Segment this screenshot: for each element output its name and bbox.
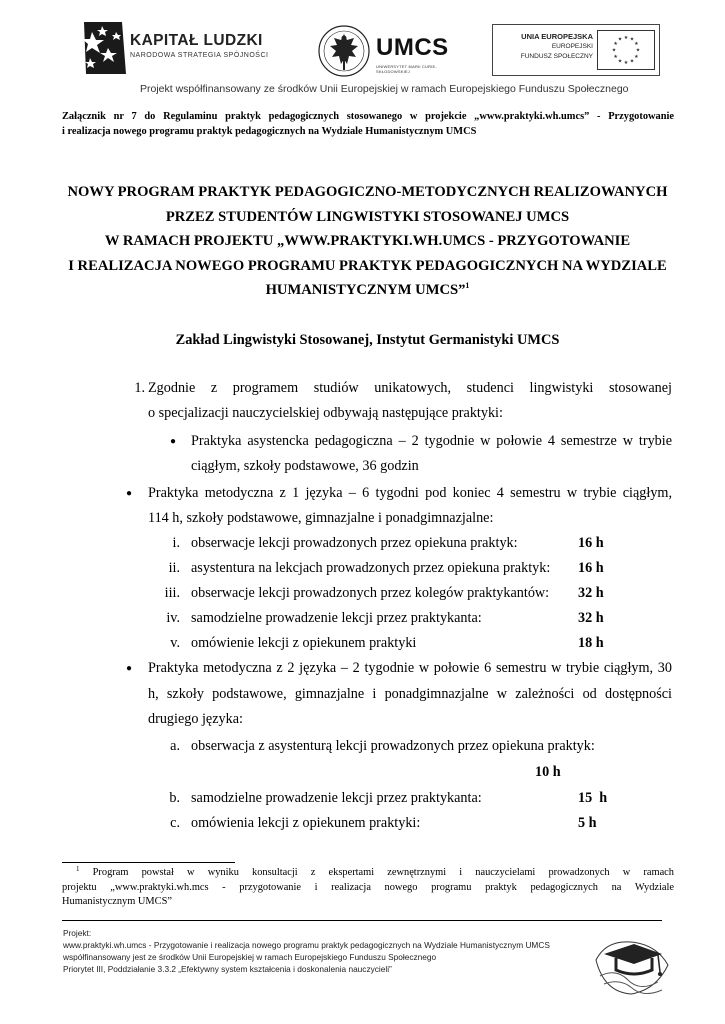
svg-text:★: ★ [629, 58, 635, 65]
footnote-line-2: projektu „www.praktyki.wh.mcs - przygotowanie i realizacja nowego programu praktyk pedagogicznych na Wydziale [62, 881, 674, 893]
practice-1-line-2: ciągłym, szkoły podstawowe, 36 godzin [191, 458, 419, 474]
title-line-2: PRZEZ STUDENTÓW LINGWISTYKI STOSOWANEJ UMCS [165, 208, 570, 225]
practice-2-item-text: asystentura na lekcjach prowadzonych przez opiekuna praktyk: [191, 560, 551, 576]
practice-3-line-3: drugiego języka: [148, 711, 243, 727]
practice-2-item-hours: 16 h [578, 535, 604, 551]
annex-note [62, 109, 674, 139]
bullet-icon: ● [126, 488, 133, 499]
svg-text:★: ★ [613, 41, 618, 47]
cofunding-note: Projekt współfinansowany ze środków Unii Europejskiej w ramach Europejskiego Funduszu Społecznego [140, 83, 629, 95]
practice-3-item-num: a. [170, 738, 180, 754]
practice-3-item-hours: 15 h [578, 790, 608, 806]
footnote-line-3: Humanistycznym UMCS” [62, 896, 172, 907]
practice-2-item-text: omówienie lekcji z opiekunem praktyki [191, 635, 417, 651]
practice-3-item-text: omówienia lekcji z opiekunem praktyki: [191, 815, 421, 831]
annex-line-1: Załącznik nr 7 do Regulaminu praktyk pedagogicznych stosowanego w projekcie „www.praktyki.wh.umcs” - Przygotowanie [62, 111, 674, 122]
practice-3-item-num: b. [169, 790, 180, 806]
umcs-eagle-emblem [316, 24, 372, 78]
svg-text:★: ★ [634, 41, 639, 47]
practice-3-line-2: h, szkoły podstawowe, gimnazjalne i ponadgimnazjalne w zależności od dostępności [148, 686, 672, 702]
eu-fund-label-2: FUNDUSZ SPOŁECZNY [520, 53, 593, 60]
section-1-line-2: o specjalizacji nauczycielskiej odbywają następujące praktyki: [148, 405, 503, 421]
umcs-logo [316, 24, 466, 78]
section-1-line-1: Zgodnie z programem studiów unikatowych, studenci lingwistyki stosowanej [148, 380, 672, 396]
title-line-3: W RAMACH PROJEKTU „WWW.PRAKTYKI.WH.UMCS - PRZYGOTOWANIE [104, 233, 631, 250]
page-header [0, 0, 725, 100]
practice-2-item-hours: 32 h [578, 610, 604, 626]
footer-line-4: Priorytet III, Poddziałanie 3.3.2 „Efektywny system kształcenia i doskonalenia nauczycieli” [63, 964, 392, 974]
practice-2-item-num: iii. [164, 585, 180, 601]
bullet-icon: ● [126, 663, 133, 674]
practice-2-item-hours: 32 h [578, 585, 604, 601]
title-line-1: NOWY PROGRAM PRAKTYK PEDAGOGICZNO-METODYCZNYCH REALIZOWANYCH [67, 184, 668, 200]
footnote-line-1: Program powstał w wyniku konsultacji z ekspertami zewnętrznymi i nauczycielami prowadzonych w ramach [92, 867, 674, 878]
bullet-icon: ● [170, 436, 177, 447]
svg-text:★: ★ [611, 47, 617, 54]
practice-3-item-hours: 10 h [535, 764, 561, 780]
practice-3-item-text: obserwacja z asystenturą lekcji prowadzonych przez opiekuna praktyk: [191, 738, 595, 754]
title-line-5-wrap [40, 278, 695, 303]
section-1-number: 1. [134, 380, 145, 396]
practice-2-item-num: i. [172, 535, 180, 551]
practice-2-item-text: samodzielne prowadzenie lekcji przez praktykanta: [191, 610, 482, 626]
graduation-cap-icon [586, 920, 676, 1005]
eu-union-label: UNIA EUROPEJSKA [521, 32, 593, 41]
practice-3-line-1: Praktyka metodyczna z 2 języka – 2 tygodnie w połowie 6 semestru w trybie ciągłym, 30 [148, 660, 672, 676]
footer-line-2: www.praktyki.wh.umcs - Przygotowanie i realizacja nowego programu praktyk pedagogicznych na Wydziale Humanistycznym UMCS [63, 940, 550, 950]
umcs-fullname: UNIWERSYTET MARII CURIE-SKŁODOWSKIEJ [376, 64, 437, 74]
kapital-ludzki-icon [82, 18, 128, 78]
svg-text:★: ★ [617, 36, 623, 43]
svg-text:★: ★ [617, 58, 623, 65]
footer-separator [62, 920, 662, 921]
department-heading: Zakład Lingwistyki Stosowanej, Instytut Germanistyki UMCS [175, 332, 560, 348]
eu-flag [597, 30, 655, 70]
footnote-separator [62, 862, 235, 863]
practice-2-item-num: iv. [166, 610, 180, 626]
svg-text:★: ★ [613, 54, 618, 60]
title-footnote-ref: 1 [465, 281, 470, 291]
title-line-5: HUMANISTYCZNYM UMCS” [265, 282, 466, 299]
practice-2-item-text: obserwacje lekcji prowadzonych przez opiekuna praktyk: [191, 535, 518, 551]
footer-line-1: Projekt: [63, 928, 92, 938]
eu-logo [492, 24, 660, 76]
svg-text:★: ★ [629, 36, 635, 43]
kapital-ludzki-logo [82, 18, 272, 78]
svg-text:★: ★ [635, 47, 641, 54]
page-footer [63, 927, 583, 975]
kapital-ludzki-name: KAPITAŁ LUDZKI [130, 32, 263, 49]
practice-2-line-2: 114 h, szkoły podstawowe, gimnazjalne i ponadgimnazjalne: [148, 510, 494, 526]
svg-text:★: ★ [623, 35, 629, 41]
practice-2-item-hours: 18 h [578, 635, 604, 651]
footnote-mark: 1 [76, 865, 80, 873]
practice-2-item-hours: 16 h [578, 560, 604, 576]
document-title [40, 180, 695, 303]
umcs-name: UMCS [376, 34, 449, 61]
eu-fund-label-1: EUROPEJSKI [551, 43, 593, 50]
practice-3-item-hours: 5 h [578, 815, 597, 831]
practice-2-item-text: obserwacje lekcji prowadzonych przez kolegów praktykantów: [191, 585, 550, 601]
title-line-4: I REALIZACJA NOWEGO PROGRAMU PRAKTYK PEDAGOGICZNYCH NA WYDZIALE [68, 257, 667, 274]
practice-3-item-text: samodzielne prowadzenie lekcji przez praktykanta: [191, 790, 482, 806]
kapital-ludzki-subtitle: NARODOWA STRATEGIA SPÓJNOŚCI [130, 52, 269, 59]
annex-line-2: i realizacja nowego programu praktyk pedagogicznych na Wydziale Humanistycznym UMCS [62, 126, 477, 137]
footnote [62, 866, 674, 910]
practice-2-item-num: ii. [168, 560, 180, 576]
footer-line-3: współfinansowany jest ze środków Unii Europejskiej w ramach Europejskiego Funduszu Społecznego [63, 952, 437, 962]
footnote-line-1-wrap [62, 866, 674, 881]
svg-text:★: ★ [634, 54, 639, 60]
practice-1-line-1: Praktyka asystencka pedagogiczna – 2 tygodnie w połowie 4 semestrze w trybie [191, 433, 672, 449]
practice-3-item-num: c. [170, 815, 180, 831]
svg-text:★: ★ [623, 60, 629, 66]
practice-2-line-1: Praktyka metodyczna z 1 języka – 6 tygodni pod koniec 4 semestru w trybie ciągłym, [148, 485, 672, 501]
practice-2-item-num: v. [170, 635, 180, 651]
